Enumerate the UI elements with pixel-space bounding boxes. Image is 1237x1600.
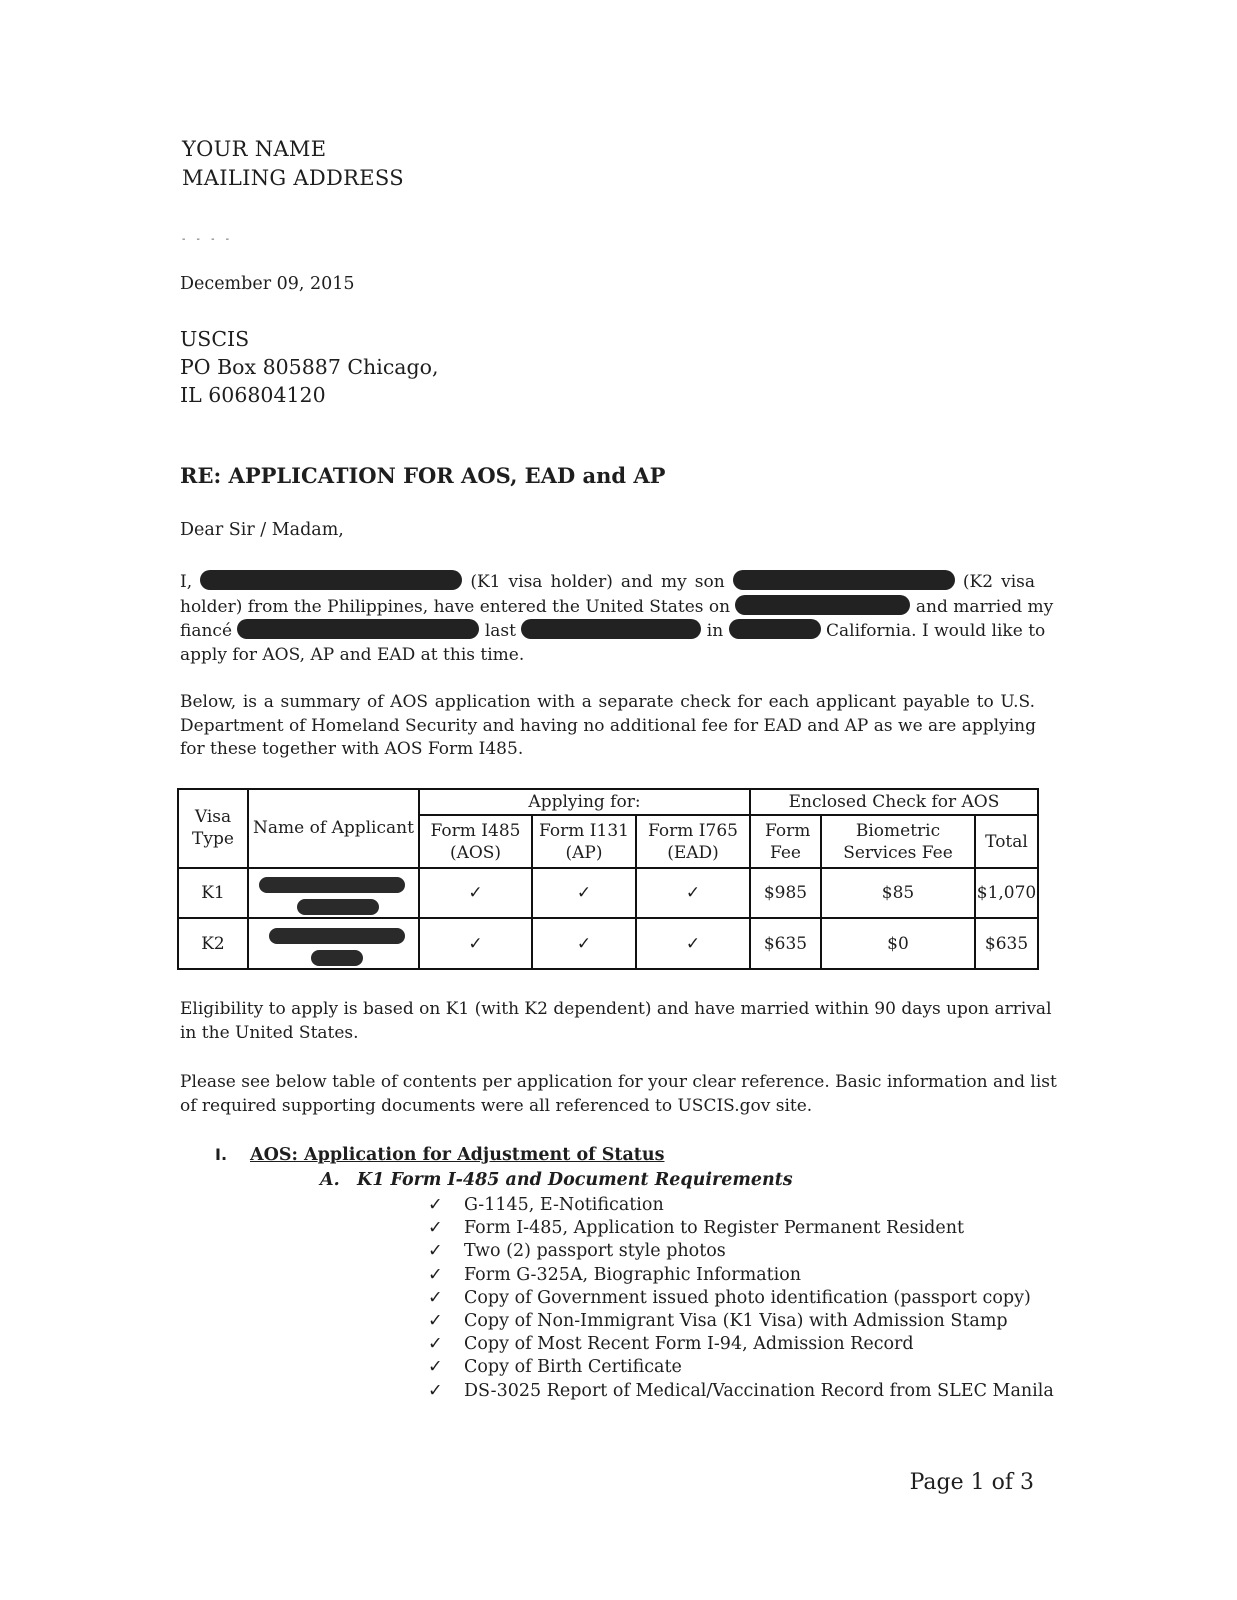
total-cell: $635	[975, 918, 1038, 969]
checkmark-icon: ✓	[428, 1264, 443, 1285]
table-row	[178, 918, 1038, 969]
subsection-letter: A.	[320, 1170, 340, 1190]
visa-type-cell: K2	[178, 918, 248, 969]
paragraph-line: Please see below table of contents per application for your clear reference. Basic information and list	[180, 1072, 1057, 1092]
sender-name: YOUR NAME	[182, 137, 327, 161]
redaction-mark	[311, 950, 363, 966]
visa-type-cell: K1	[178, 868, 248, 919]
header-form-i485: Form I485 (AOS)	[419, 815, 532, 868]
recipient-line3: IL 606804120	[180, 383, 326, 407]
header-form-i131: Form I131 (AP)	[532, 815, 636, 868]
applicant-name-cell	[248, 918, 419, 969]
check-cell: ✓	[532, 868, 636, 919]
list-item	[428, 1380, 1054, 1403]
form-fee-cell: $985	[750, 868, 821, 919]
list-item	[428, 1287, 1054, 1310]
paragraph-line: of required supporting documents were all referenced to USCIS.gov site.	[180, 1095, 813, 1116]
redaction-mark	[200, 570, 462, 590]
header-name-of-applicant: Name of Applicant	[248, 789, 419, 868]
header-visa-type: Visa Type	[178, 789, 248, 868]
check-cell: ✓	[636, 918, 750, 969]
list-item-text: DS-3025 Report of Medical/Vaccination Record from SLEC Manila	[464, 1380, 1054, 1401]
checkmark-icon: ✓	[428, 1287, 443, 1308]
check-cell: ✓	[419, 918, 532, 969]
paragraph-line: I, (K1 visa holder) and my son (K2 visa	[180, 572, 1036, 592]
paragraph-line: Department of Homeland Security and having no additional fee for EAD and AP as we are applying	[180, 715, 1036, 736]
section-number: I.	[215, 1145, 228, 1164]
checkmark-icon: ✓	[428, 1357, 443, 1378]
redaction-mark	[735, 595, 910, 615]
salutation: Dear Sir / Madam,	[180, 520, 344, 540]
checkmark-icon: ✓	[428, 1380, 443, 1401]
check-cell: ✓	[419, 868, 532, 919]
paragraph-line: in the United States.	[180, 1022, 359, 1043]
list-item-text: Form G-325A, Biographic Information	[464, 1264, 802, 1285]
sender-address: MAILING ADDRESS	[182, 166, 404, 190]
subsection-title: K1 Form I-485 and Document Requirements	[357, 1170, 793, 1190]
list-item	[428, 1240, 1054, 1263]
redaction-mark	[269, 928, 405, 944]
letter-date: December 09, 2015	[180, 274, 355, 294]
redaction-mark	[297, 899, 379, 915]
list-item	[428, 1310, 1054, 1333]
paragraph-line: apply for AOS, AP and EAD at this time.	[180, 644, 525, 665]
stray-mark: - - - -	[182, 234, 234, 245]
list-item-text: G-1145, E-Notification	[464, 1195, 664, 1215]
table-row	[178, 868, 1038, 919]
header-total: Total	[975, 815, 1038, 868]
requirements-list	[428, 1194, 1054, 1403]
list-item	[428, 1333, 1054, 1356]
checkmark-icon: ✓	[428, 1311, 443, 1332]
recipient-line1: USCIS	[180, 327, 250, 351]
header-biometric-fee: Biometric Services Fee	[821, 815, 975, 868]
summary-paragraph	[180, 691, 1035, 762]
applicant-name-cell	[248, 868, 419, 919]
redaction-mark	[733, 570, 955, 590]
header-enclosed-check: Enclosed Check for AOS	[750, 789, 1038, 815]
eligibility-paragraph	[180, 998, 1052, 1045]
redaction-mark	[729, 619, 821, 639]
list-item-text: Form I-485, Application to Register Permanent Resident	[464, 1218, 965, 1239]
total-cell: $1,070	[975, 868, 1038, 919]
list-item	[428, 1217, 1054, 1240]
list-item-text: Copy of Non-Immigrant Visa (K1 Visa) with Admission Stamp	[464, 1311, 1008, 1332]
paragraph-line: fiancé last in California. I would like to	[180, 621, 1046, 641]
section-title: AOS: Application for Adjustment of Status	[250, 1145, 665, 1165]
list-item-text: Two (2) passport style photos	[464, 1241, 726, 1262]
recipient-block	[180, 325, 439, 409]
paragraph-line: Eligibility to apply is based on K1 (with K2 dependent) and have married within 90 days upon arrival	[180, 999, 1052, 1019]
form-fee-cell: $635	[750, 918, 821, 969]
header-applying-for: Applying for:	[419, 789, 750, 815]
sender-block	[182, 135, 404, 193]
biometric-fee-cell: $0	[821, 918, 975, 969]
biometric-fee-cell: $85	[821, 868, 975, 919]
check-cell: ✓	[532, 918, 636, 969]
header-form-i765: Form I765 (EAD)	[636, 815, 750, 868]
fee-summary-table	[177, 788, 1039, 970]
paragraph-line: Below, is a summary of AOS application with a separate check for each applicant payable to U.S.	[180, 692, 1035, 712]
check-cell: ✓	[636, 868, 750, 919]
list-item	[428, 1356, 1054, 1379]
checkmark-icon: ✓	[428, 1241, 443, 1262]
redaction-mark	[237, 619, 479, 639]
list-item	[428, 1194, 1054, 1217]
checkmark-icon: ✓	[428, 1334, 443, 1355]
list-item	[428, 1264, 1054, 1287]
redaction-mark	[521, 619, 701, 639]
paragraph-line: for these together with AOS Form I485.	[180, 739, 524, 759]
table-header-row	[178, 789, 1038, 815]
recipient-line2: PO Box 805887 Chicago,	[180, 355, 439, 379]
list-item-text: Copy of Most Recent Form I-94, Admission Record	[464, 1334, 914, 1355]
list-item-text: Copy of Birth Certificate	[464, 1357, 682, 1378]
checkmark-icon: ✓	[428, 1218, 443, 1239]
intro-paragraph	[180, 570, 1054, 667]
paragraph-line: holder) from the Philippines, have entered the United States on and married my	[180, 596, 1054, 617]
reference-paragraph	[180, 1071, 1057, 1118]
checkmark-icon: ✓	[428, 1195, 443, 1215]
subject-line: RE: APPLICATION FOR AOS, EAD and AP	[180, 463, 666, 488]
page-number: Page 1 of 3	[909, 1470, 1034, 1495]
redaction-mark	[259, 877, 405, 893]
header-form-fee: Form Fee	[750, 815, 821, 868]
list-item-text: Copy of Government issued photo identification (passport copy)	[464, 1287, 1031, 1308]
